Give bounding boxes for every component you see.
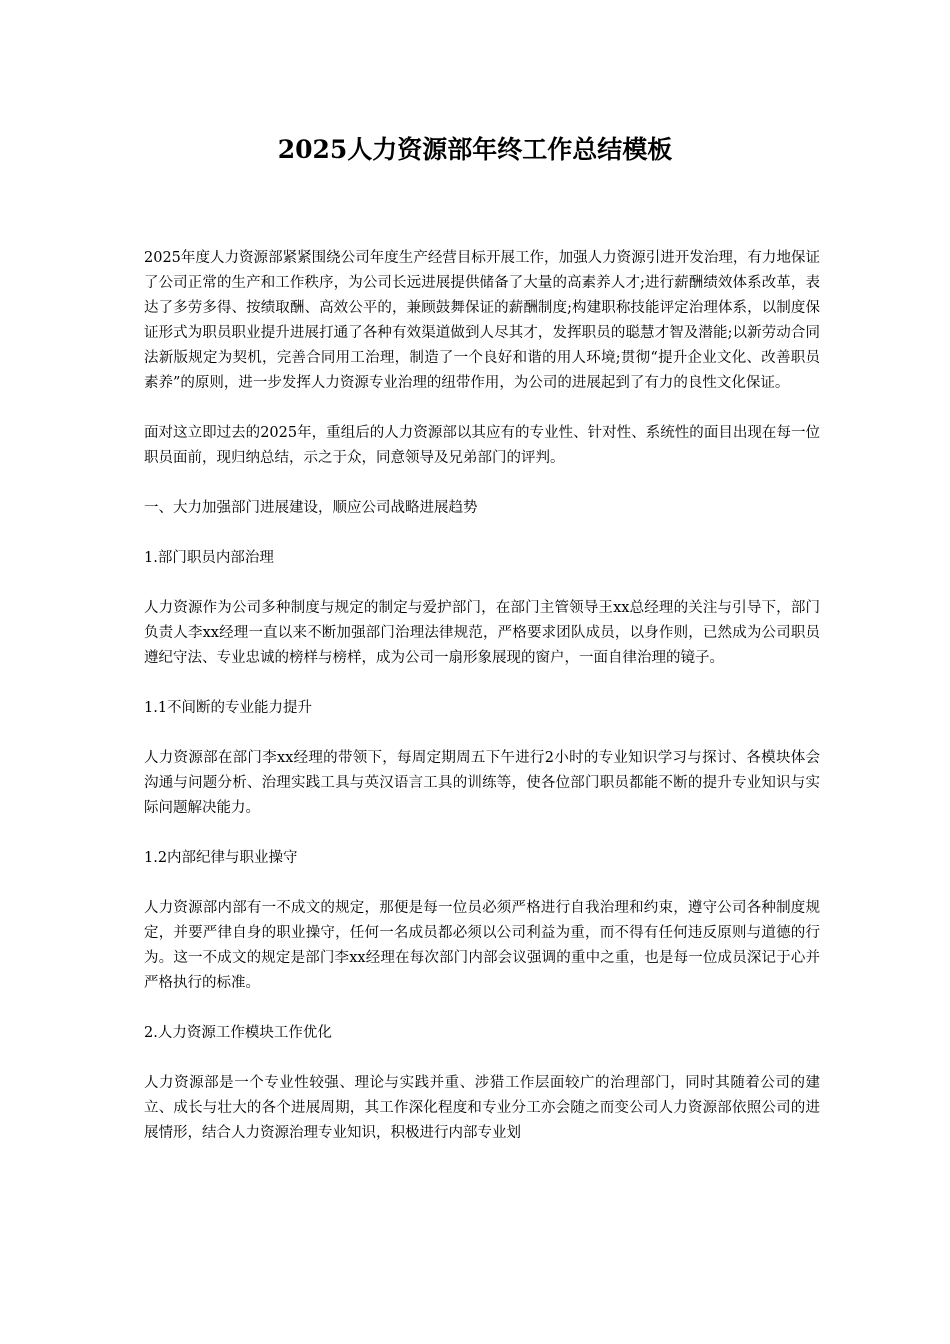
paragraph-discipline: 人力资源部内部有一不成文的规定，那便是每一位员必须严格进行自我治理和约束，遵守公司各种制度规定，并要严律自身的职业操守，任何一名成员都必须以公司利益为重，而不得有任何违反原则与道德的行为。这一不成文的规定是部门李xx经理在每次部门内部会议强调的重中之重，也是每一位成员深记于心并严格执行的标准。 xyxy=(144,900,820,991)
paragraph-intro: 2025年度人力资源部紧紧围绕公司年度生产经营目标开展工作，加强人力资源引进开发治理，有力地保证了公司正常的生产和工作秩序，为公司长远进展提供储备了大量的高素养人才;进行薪酬绩效体系改革，表达了多劳多得、按绩取酬、高效公平的，兼顾鼓舞保证的薪酬制度;构建职称技能评定治理体系，以制度保证形式为职员职业提升进展打通了各种有效渠道做到人尽其才，发挥职员的聪慧才智及潜能;以新劳动合同法新版规定为契机，完善合同用工治理，制造了一个良好和谐的用人环境;贯彻“提升企业文化、改善职员素养”的原则，进一步发挥人力资源专业治理的纽带作用，为公司的进展起到了有力的良性文化保证。 xyxy=(144,250,820,391)
section-heading-1: 一、大力加强部门进展建设，顺应公司战略进展趋势 xyxy=(144,500,478,516)
paragraph-overview: 面对这立即过去的2025年，重组后的人力资源部以其应有的专业性、针对性、系统性的面目出现在每一位职员面前，现归纳总结，示之于众，同意领导及兄弟部门的评判。 xyxy=(144,425,820,466)
paragraph-internal-management: 人力资源作为公司多种制度与规定的制定与爱护部门，在部门主管领导王xx总经理的关注与引导下，部门负责人李xx经理一直以来不断加强部门治理法律规范，严格要求团队成员，以身作则，已然成为公司职员遵纪守法、专业忠诚的榜样与榜样，成为公司一扇形象展现的窗户，一面自律治理的镜子。 xyxy=(144,600,820,666)
subsection-heading-1-2: 1.2内部纪律与职业操守 xyxy=(144,850,298,866)
subsection-heading-1: 1.部门职员内部治理 xyxy=(144,550,274,566)
subsection-heading-2: 2.人力资源工作模块工作优化 xyxy=(144,1025,332,1041)
paragraph-skill-improvement: 人力资源部在部门李xx经理的带领下，每周定期周五下午进行2小时的专业知识学习与探讨、各模块体会沟通与问题分析、治理实践工具与英汉语言工具的训练等，使各位部门职员都能不断的提升专业知识与实际问题解决能力。 xyxy=(144,750,820,816)
document-body xyxy=(144,246,820,1146)
paragraph-module-optimization: 人力资源部是一个专业性较强、理论与实践并重、涉猎工作层面较广的治理部门，同时其随着公司的建立、成长与壮大的各个进展周期，其工作深化程度和专业分工亦会随之而变公司人力资源部依照公司的进展情形，结合人力资源治理专业知识，积极进行内部专业划 xyxy=(144,1075,820,1141)
subsection-heading-1-1: 1.1不间断的专业能力提升 xyxy=(144,700,313,716)
document-title: 2025人力资源部年终工作总结模板 xyxy=(277,135,673,164)
